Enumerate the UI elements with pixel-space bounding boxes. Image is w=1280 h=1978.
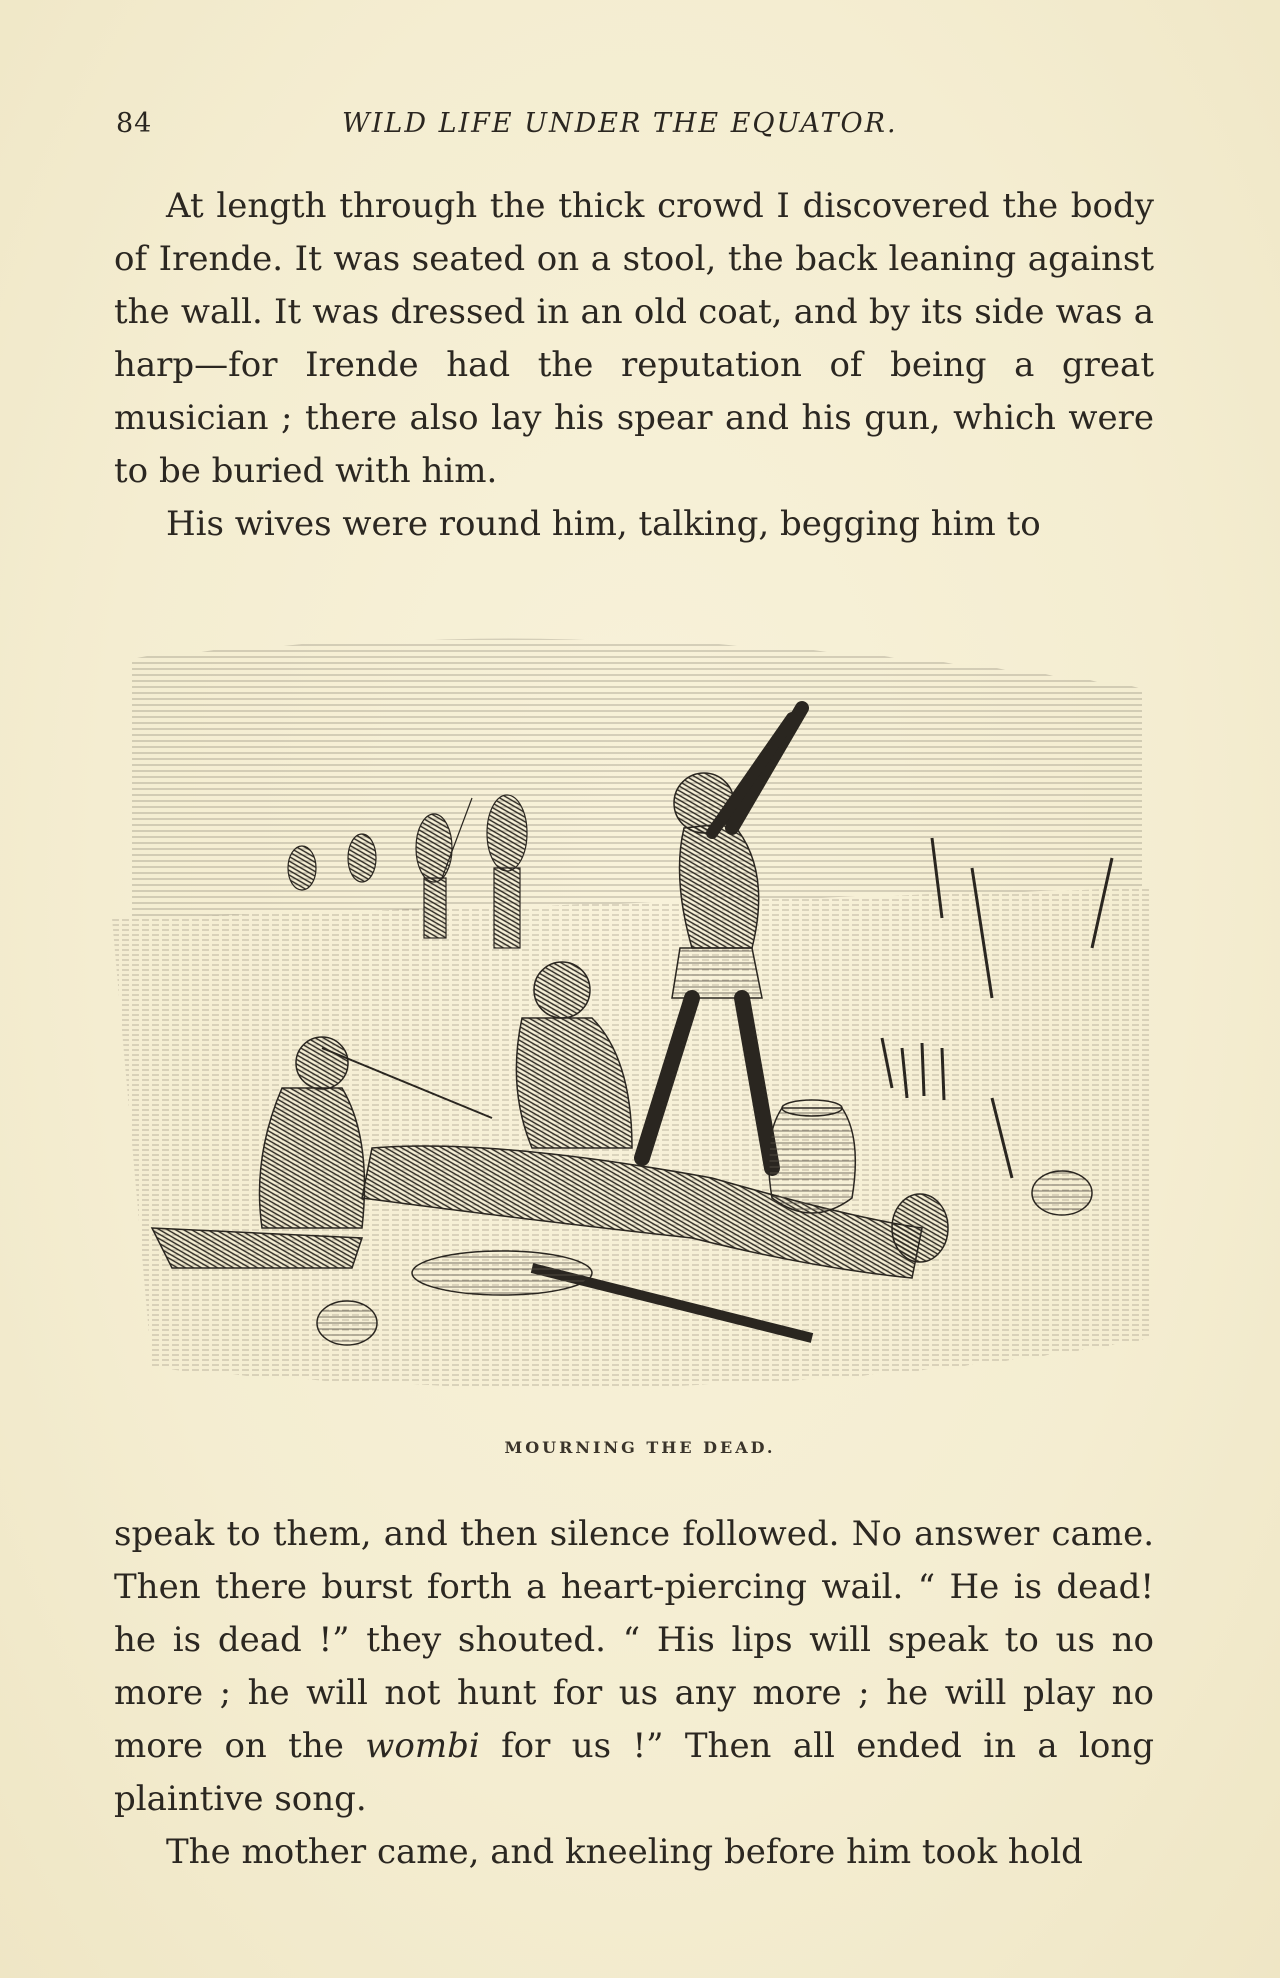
text-run: for us !” Then all ended in a long plaintive song. xyxy=(114,1726,1155,1819)
text-run: speak to them, and then silence followed. No answer came. Then there burst forth a heart-piercing wail. “ He is dead! he is dead !” they shouted. “ His lips will speak to us no more ; he will not hunt for us any more ; he will play no more on the xyxy=(114,1514,1154,1766)
body-text-bottom xyxy=(114,1508,1154,1879)
running-title: WILD LIFE UNDER THE EQUATOR. xyxy=(342,108,898,139)
paragraph xyxy=(114,1508,1154,1826)
body-text-top xyxy=(114,180,1154,551)
figure-caption: MOURNING THE DEAD. xyxy=(504,1438,776,1457)
bowl xyxy=(412,1251,592,1295)
paragraph: At length through the thick crowd I discovered the body of Irende. It was seated on a stool, the back leaning against the wall. It was dressed in an old coat, and by its side was a harp—for Irende had the reputation of being a great musician ; there also lay his spear and his gun, which were to be buried with him. xyxy=(114,186,1154,491)
paragraph: The mother came, and kneeling before him took hold xyxy=(166,1832,1083,1872)
italic-term: wombi xyxy=(365,1726,480,1766)
skull xyxy=(317,1301,377,1345)
paragraph: His wives were round him, talking, begging him to xyxy=(166,504,1041,544)
skull-right xyxy=(1032,1171,1092,1215)
engraving-illustration xyxy=(112,618,1158,1408)
water-pot xyxy=(769,1100,856,1213)
running-head xyxy=(112,108,1172,148)
page-number: 84 xyxy=(116,108,153,139)
